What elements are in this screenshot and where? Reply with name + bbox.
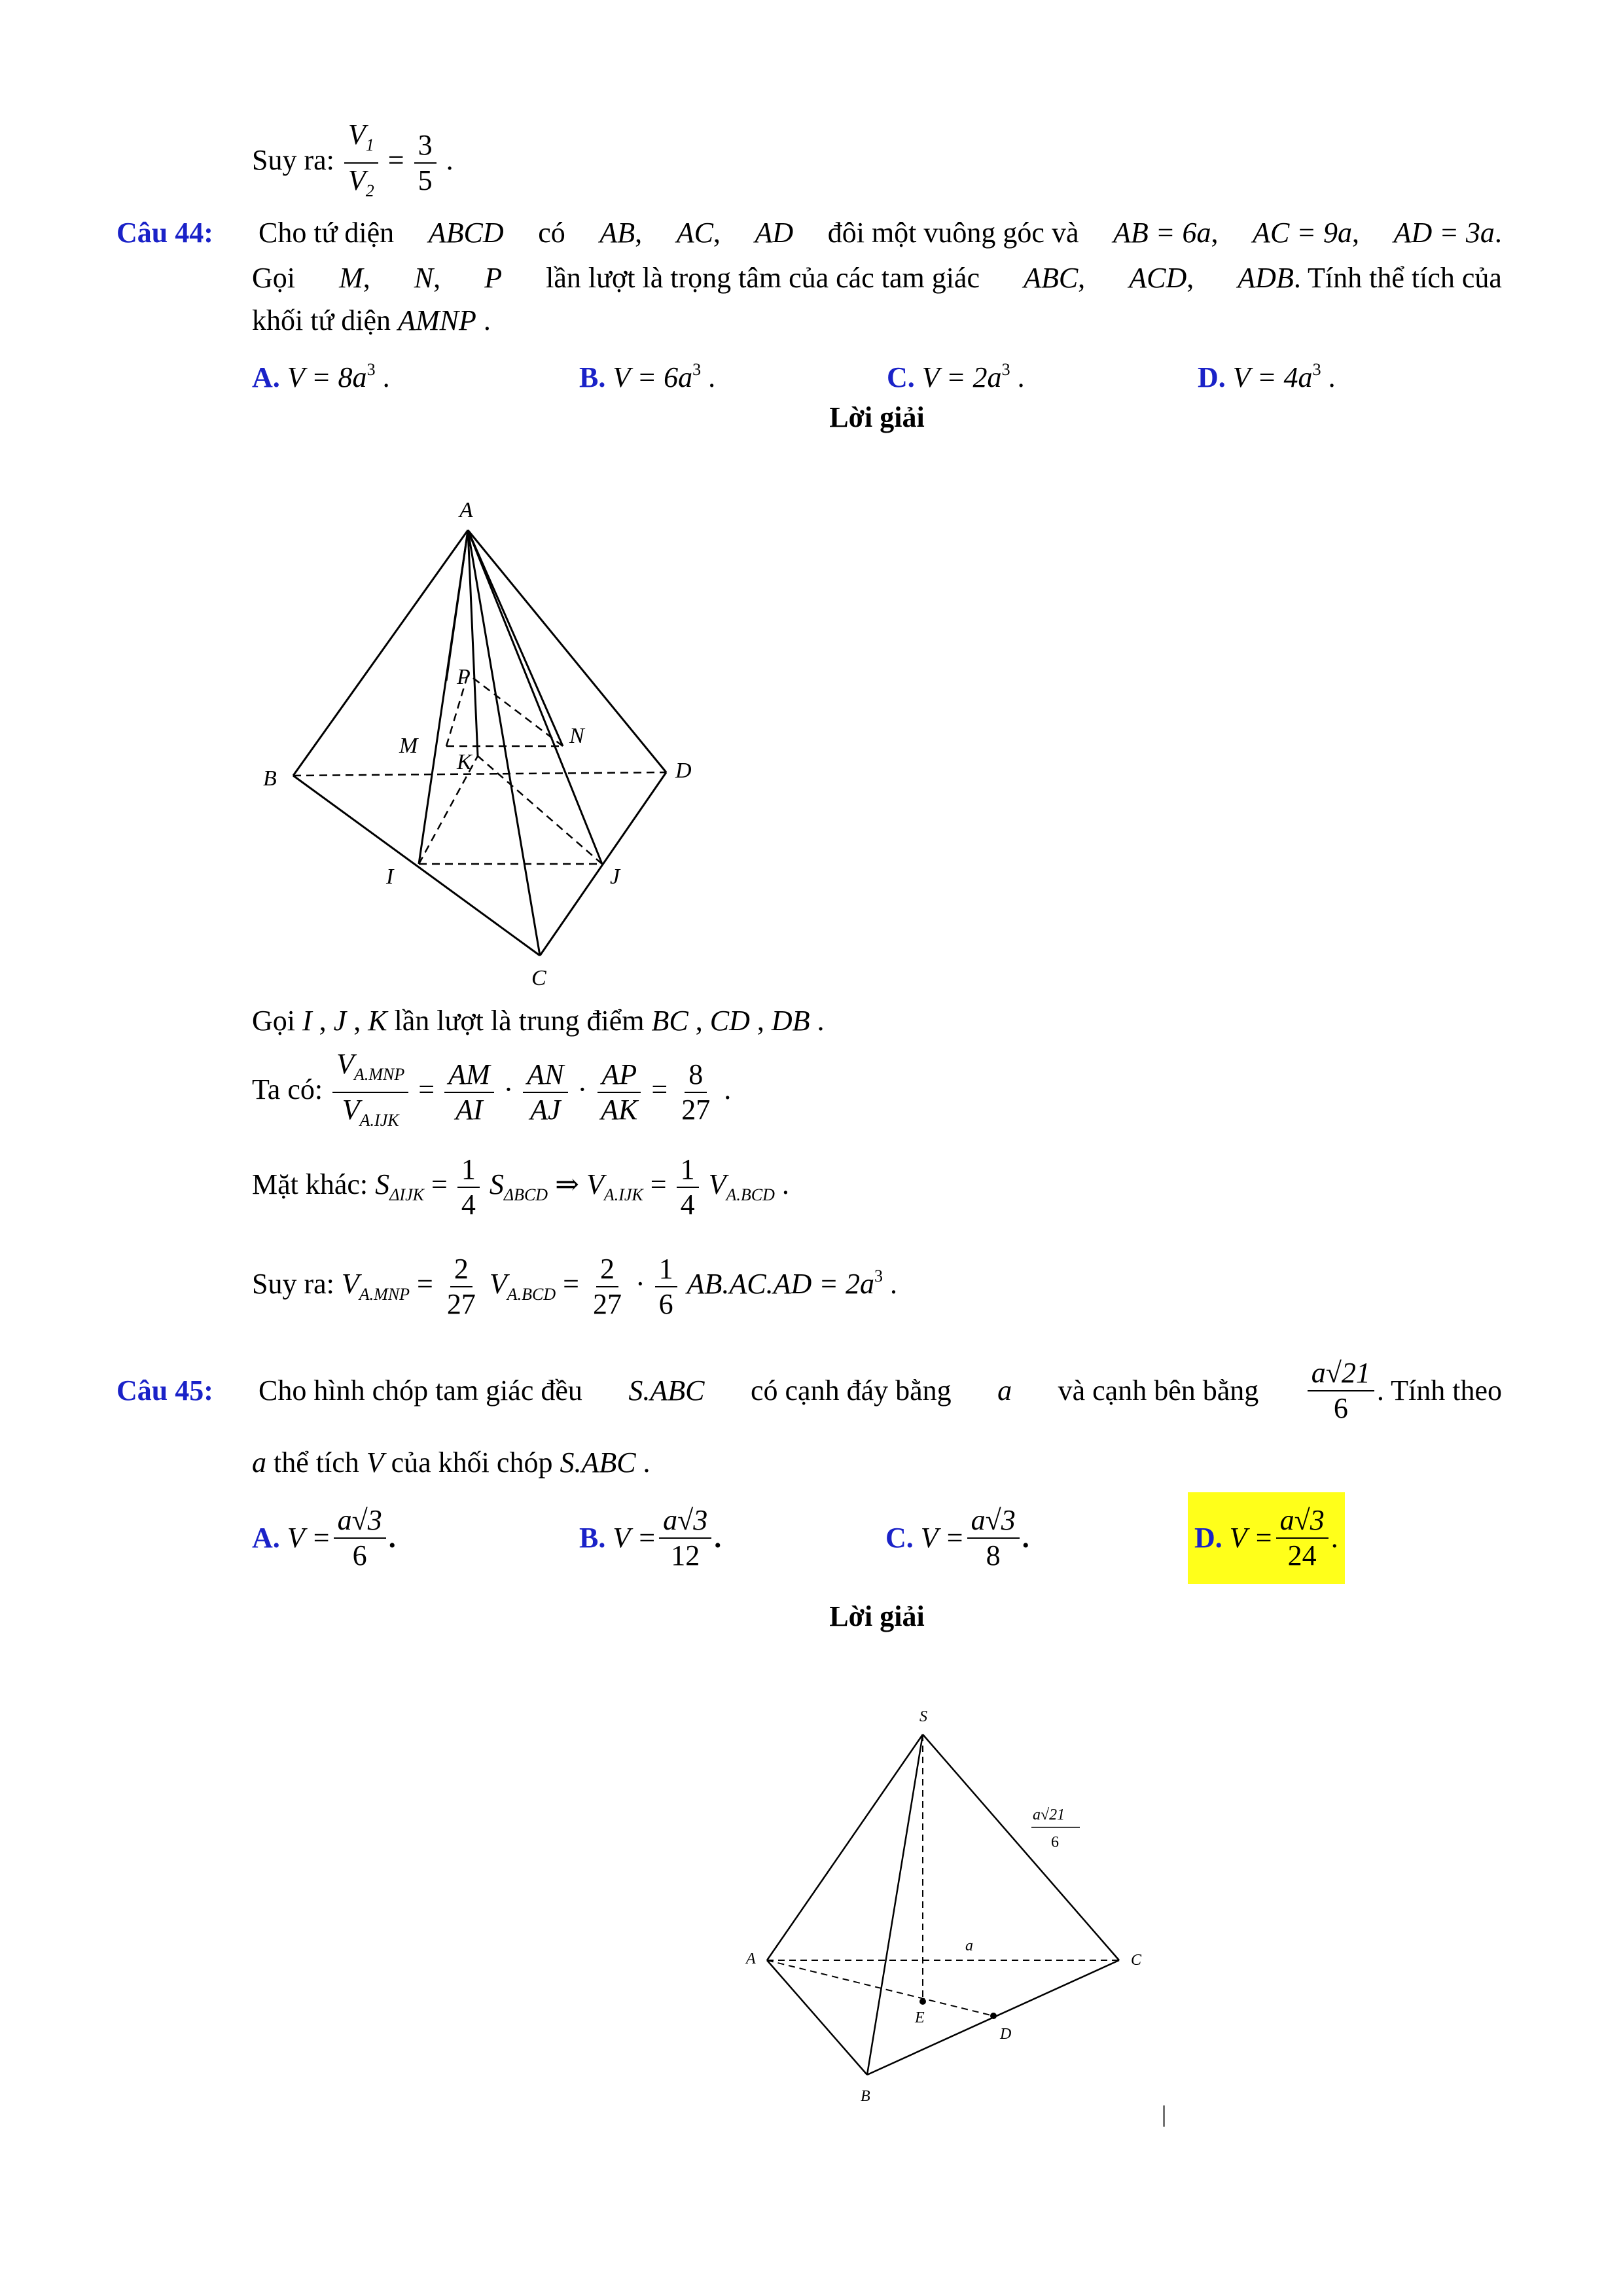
fig2-label-e: E	[915, 2009, 925, 2026]
fig2-label-a: A	[746, 1950, 756, 1967]
fig2-edge-num: a√21	[1033, 1806, 1065, 1823]
fig2-label-d: D	[1000, 2026, 1012, 2043]
q44-solution-title: Lời giải	[829, 401, 925, 433]
q45-line2: a thể tích V của khối chóp S.ABC .	[252, 1446, 651, 1479]
fig2-label-s: S	[919, 1708, 927, 1725]
fig1-label-b: B	[263, 766, 277, 791]
q45-option-b[interactable]: B. V = $\frac{a√3}{12}$ .	[579, 1504, 722, 1571]
q44-option-a[interactable]: A. $V = 8a^3$ .	[252, 360, 390, 393]
fig1-label-m: M	[399, 734, 418, 758]
q45-label: Câu 45:	[116, 1374, 213, 1407]
fig2-point-e	[919, 1998, 926, 2005]
fig1-label-p: P	[457, 665, 471, 689]
q44-line1: Cho tứ diện ABCD có AB, AC, AD đôi một vuông góc và AB = 6a, AC = 9a, AD = 3a.	[259, 217, 1502, 249]
v-ratio: $\frac{V_1}{V_2}$	[344, 118, 378, 208]
fig2-edge-den: 6	[1051, 1834, 1059, 1851]
q44-sol-line3: Mặt khác: $S_{\Delta IJK}$ = $\frac{1}{4}$ $S_{\Delta BCD}$ ⇒ $V_{A.IJK}$ = $\frac{1}{4}$ $V_{A.BCD}$ .	[252, 1153, 789, 1221]
q45-figure	[726, 1689, 1185, 2134]
fig1-label-j: J	[610, 865, 620, 889]
page-mark: |	[1162, 2101, 1167, 2127]
q44-sol-line2: Ta có: $\frac{V_{A.MNP}}{V_{A.IJK}}$ = $\frac{AM}{AI}$ · $\frac{AN}{AJ}$ · $\frac{AP}{AK}$ = $\frac{8}{27}$ .	[252, 1048, 732, 1130]
top-result: Suy ra: $\frac{V_1}{V_2}$ = $\frac{3}{5}$ .	[252, 118, 454, 208]
q44-sol-line4: Suy ra: $V_{A.MNP}$ = $\frac{2}{27}$ $V_{A.BCD}$ = $\frac{2}{27}$ · $\frac{1}{6}$ $AB.AC.AD = 2a^3$ .	[252, 1252, 897, 1320]
q44-line2: Gọi M, N, P lần lượt là trọng tâm của các tam giác ABC, ACD, ADB. Tính thể tích của	[252, 262, 1502, 294]
q45-option-d-highlighted[interactable]: D. V = $\frac{a√3}{24}$ .	[1188, 1492, 1345, 1584]
fig1-label-i: I	[386, 865, 394, 889]
fig2-label-side-a: a	[965, 1937, 973, 1954]
fig2-point-d	[990, 2013, 997, 2019]
q45-line1: Cho hình chóp tam giác đều S.ABC có cạnh đáy bằng a và cạnh bên bằng $\frac{a√21}{6}$ . Tính theo	[259, 1357, 1502, 1424]
q44-line3: khối tứ diện AMNP .	[252, 304, 491, 336]
fig1-label-n: N	[569, 724, 584, 748]
q45-options	[252, 1496, 1502, 1587]
q44-sol-line1: Gọi I , J , K lần lượt là trung điểm BC , CD , DB .	[252, 1005, 825, 1037]
fig1-label-c: C	[531, 966, 546, 990]
suy-ra-label: Suy ra:	[252, 144, 334, 177]
fig2-label-b: B	[861, 2088, 870, 2105]
q45-option-a[interactable]: A. V = $\frac{a√3}{6}$ .	[252, 1504, 396, 1571]
ratio-value: $\frac{3}{5}$	[414, 128, 437, 198]
fig1-label-d: D	[675, 759, 692, 783]
q44-option-c[interactable]: C. $V = 2a^3$ .	[887, 360, 1025, 393]
q44-label: Câu 44:	[116, 217, 213, 249]
fig1-label-a: A	[459, 498, 473, 522]
fig1-label-k: K	[457, 750, 472, 774]
q44-options	[252, 350, 1502, 393]
q44-figure	[249, 478, 720, 1001]
q45-option-c[interactable]: C. V = $\frac{a√3}{8}$ .	[885, 1504, 1029, 1571]
fig2-label-c: C	[1131, 1952, 1142, 1969]
q44-option-d[interactable]: D. $V = 4a^3$ .	[1198, 360, 1336, 393]
q45-solution-title: Lời giải	[829, 1600, 925, 1632]
q44-option-b[interactable]: B. $V = 6a^3$ .	[579, 360, 716, 393]
